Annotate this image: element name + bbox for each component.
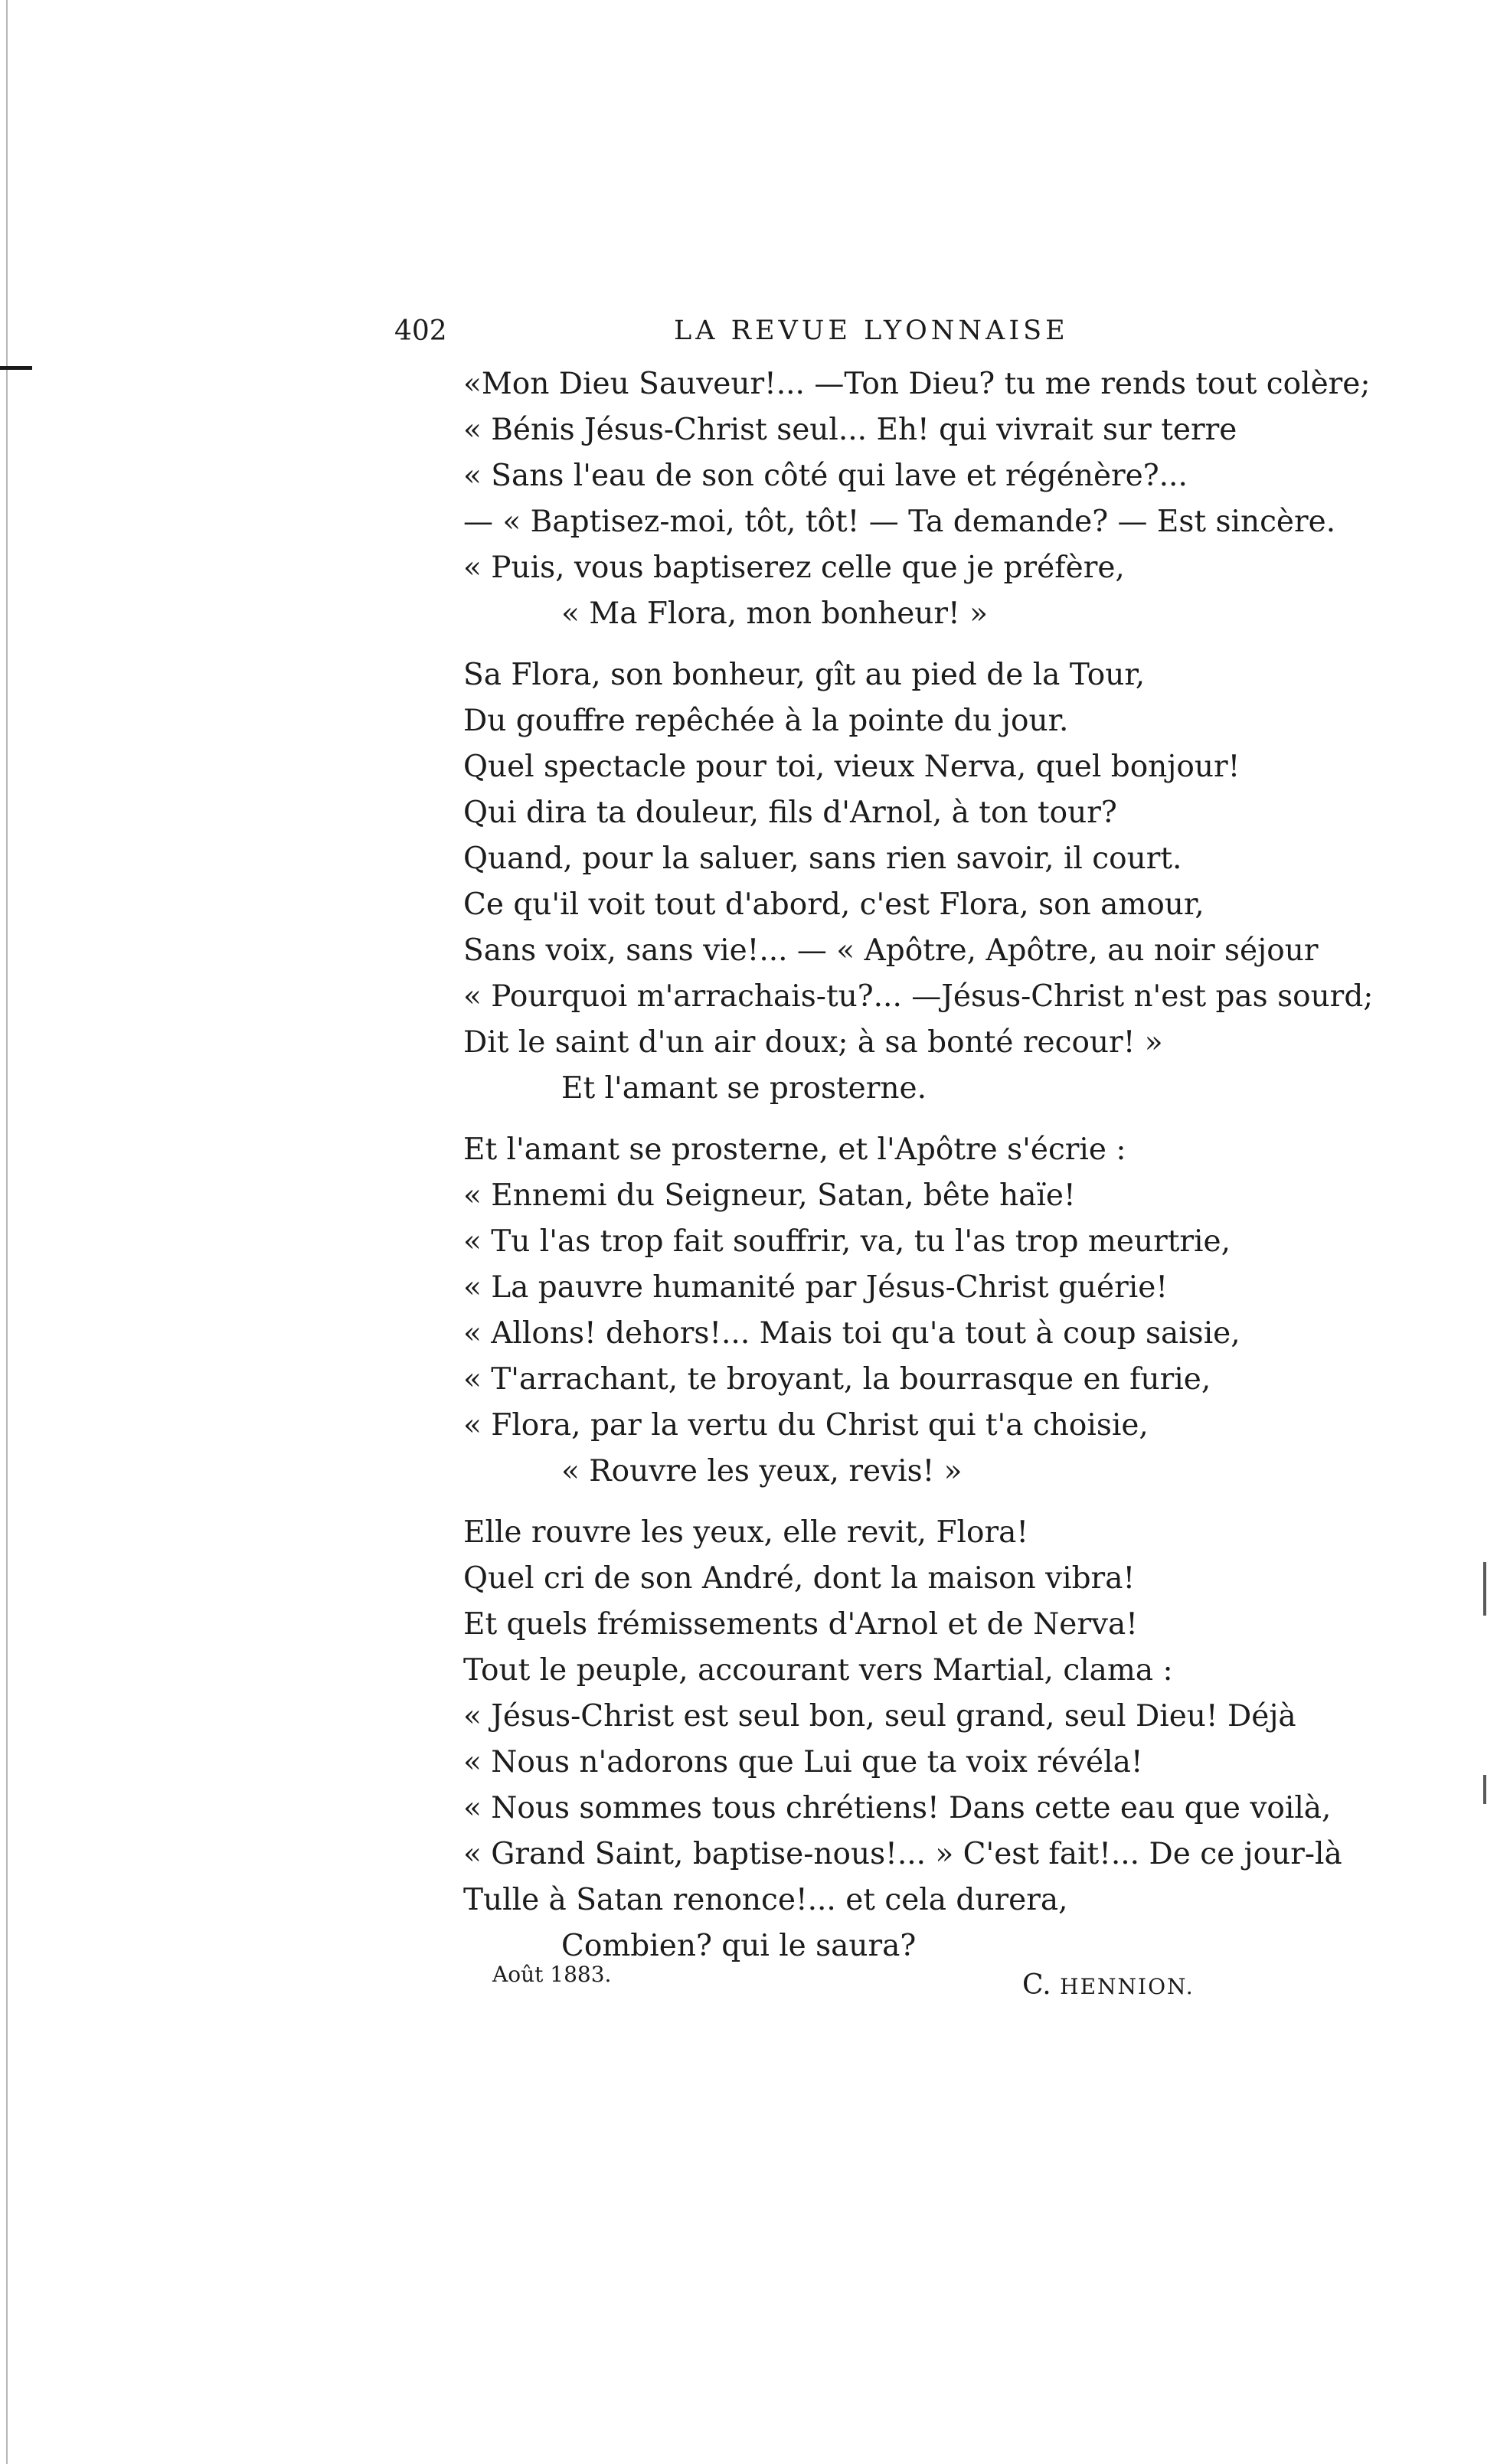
author-surname: HENNION. xyxy=(1060,1974,1195,1999)
poem-line: Qui dira ta douleur, fils d'Arnol, à ton tour? xyxy=(463,796,1117,830)
poem-line-refrain: « Ma Flora, mon bonheur! » xyxy=(561,596,988,631)
date: Août 1883. xyxy=(492,1962,612,1987)
poem-line: «Mon Dieu Sauveur!... —Ton Dieu? tu me rends tout colère; xyxy=(463,367,1371,401)
poem-line: « Puis, vous baptiserez celle que je préfère, xyxy=(463,551,1125,585)
running-title: LA REVUE LYONNAISE xyxy=(674,315,1069,346)
poem-line: Ce qu'il voit tout d'abord, c'est Flora, son amour, xyxy=(463,887,1204,922)
poem-line: Quand, pour la saluer, sans rien savoir, il court. xyxy=(463,841,1182,876)
stanza-4 xyxy=(463,1510,1367,1969)
poem-line: Du gouffre repêchée à la pointe du jour. xyxy=(463,704,1069,738)
author-initial: C. xyxy=(1022,1969,1051,2001)
author-signature xyxy=(1022,1969,1195,2001)
poem-line: « La pauvre humanité par Jésus-Christ guérie! xyxy=(463,1270,1168,1305)
scan-mark-right-1 xyxy=(1483,1562,1486,1616)
page-header xyxy=(0,315,1497,361)
stanza-2 xyxy=(463,652,1374,1112)
stanza-gap xyxy=(463,1495,1367,1510)
poem-line: « Flora, par la vertu du Christ qui t'a choisie, xyxy=(463,1408,1149,1443)
page-number: 402 xyxy=(394,315,447,347)
poem-line-refrain: Et l'amant se prosterne. xyxy=(561,1071,927,1106)
stanza-gap xyxy=(463,637,1367,652)
poem-line: « Pourquoi m'arrachais-tu?... —Jésus-Christ n'est pas sourd; xyxy=(463,979,1374,1014)
poem-line: Et l'amant se prosterne, et l'Apôtre s'écrie : xyxy=(463,1132,1126,1167)
poem-line: Sans voix, sans vie!... — « Apôtre, Apôtre, au noir séjour xyxy=(463,933,1319,968)
poem-line: « Tu l'as trop fait souffrir, va, tu l'as trop meurtrie, xyxy=(463,1224,1231,1259)
poem xyxy=(463,361,1374,2015)
stanza-3 xyxy=(463,1127,1367,1495)
margin-mark xyxy=(0,366,32,370)
poem-line: « Bénis Jésus-Christ seul... Eh! qui vivrait sur terre xyxy=(463,413,1237,447)
poem-line: Quel spectacle pour toi, vieux Nerva, quel bonjour! xyxy=(463,750,1240,784)
poem-line: Elle rouvre les yeux, elle revit, Flora! xyxy=(463,1515,1029,1550)
poem-line: « Nous n'adorons que Lui que ta voix révéla! xyxy=(463,1745,1143,1779)
poem-line: Tulle à Satan renonce!... et cela durera, xyxy=(463,1883,1068,1917)
poem-line: « Nous sommes tous chrétiens! Dans cette eau que voilà, xyxy=(463,1791,1332,1825)
poem-line: Et quels frémissements d'Arnol et de Nerva! xyxy=(463,1607,1138,1642)
stanza-gap xyxy=(463,1112,1367,1127)
stanza-1 xyxy=(463,361,1371,637)
poem-line-refrain: Combien? qui le saura? xyxy=(561,1929,917,1963)
poem-line: « Ennemi du Seigneur, Satan, bête haïe! xyxy=(463,1178,1076,1213)
poem-line: « Grand Saint, baptise-nous!... » C'est fait!... De ce jour-là xyxy=(463,1837,1342,1871)
poem-line: Tout le peuple, accourant vers Martial, clama : xyxy=(463,1653,1173,1688)
poem-line-refrain: « Rouvre les yeux, revis! » xyxy=(561,1454,963,1489)
poem-line: « Jésus-Christ est seul bon, seul grand, seul Dieu! Déjà xyxy=(463,1699,1296,1734)
poem-line: — « Baptisez-moi, tôt, tôt! — Ta demande? — Est sincère. xyxy=(463,505,1336,539)
poem-line: Quel cri de son André, dont la maison vibra! xyxy=(463,1561,1136,1596)
poem-line: « Allons! dehors!... Mais toi qu'a tout à coup saisie, xyxy=(463,1316,1240,1351)
scan-mark-right-2 xyxy=(1483,1775,1486,1804)
poem-line: Dit le saint d'un air doux; à sa bonté recour! » xyxy=(463,1025,1163,1060)
poem-line: « Sans l'eau de son côté qui lave et régénère?... xyxy=(463,459,1188,493)
poem-line: « T'arrachant, te broyant, la bourrasque en furie, xyxy=(463,1362,1211,1397)
poem-line: Sa Flora, son bonheur, gît au pied de la Tour, xyxy=(463,658,1146,692)
